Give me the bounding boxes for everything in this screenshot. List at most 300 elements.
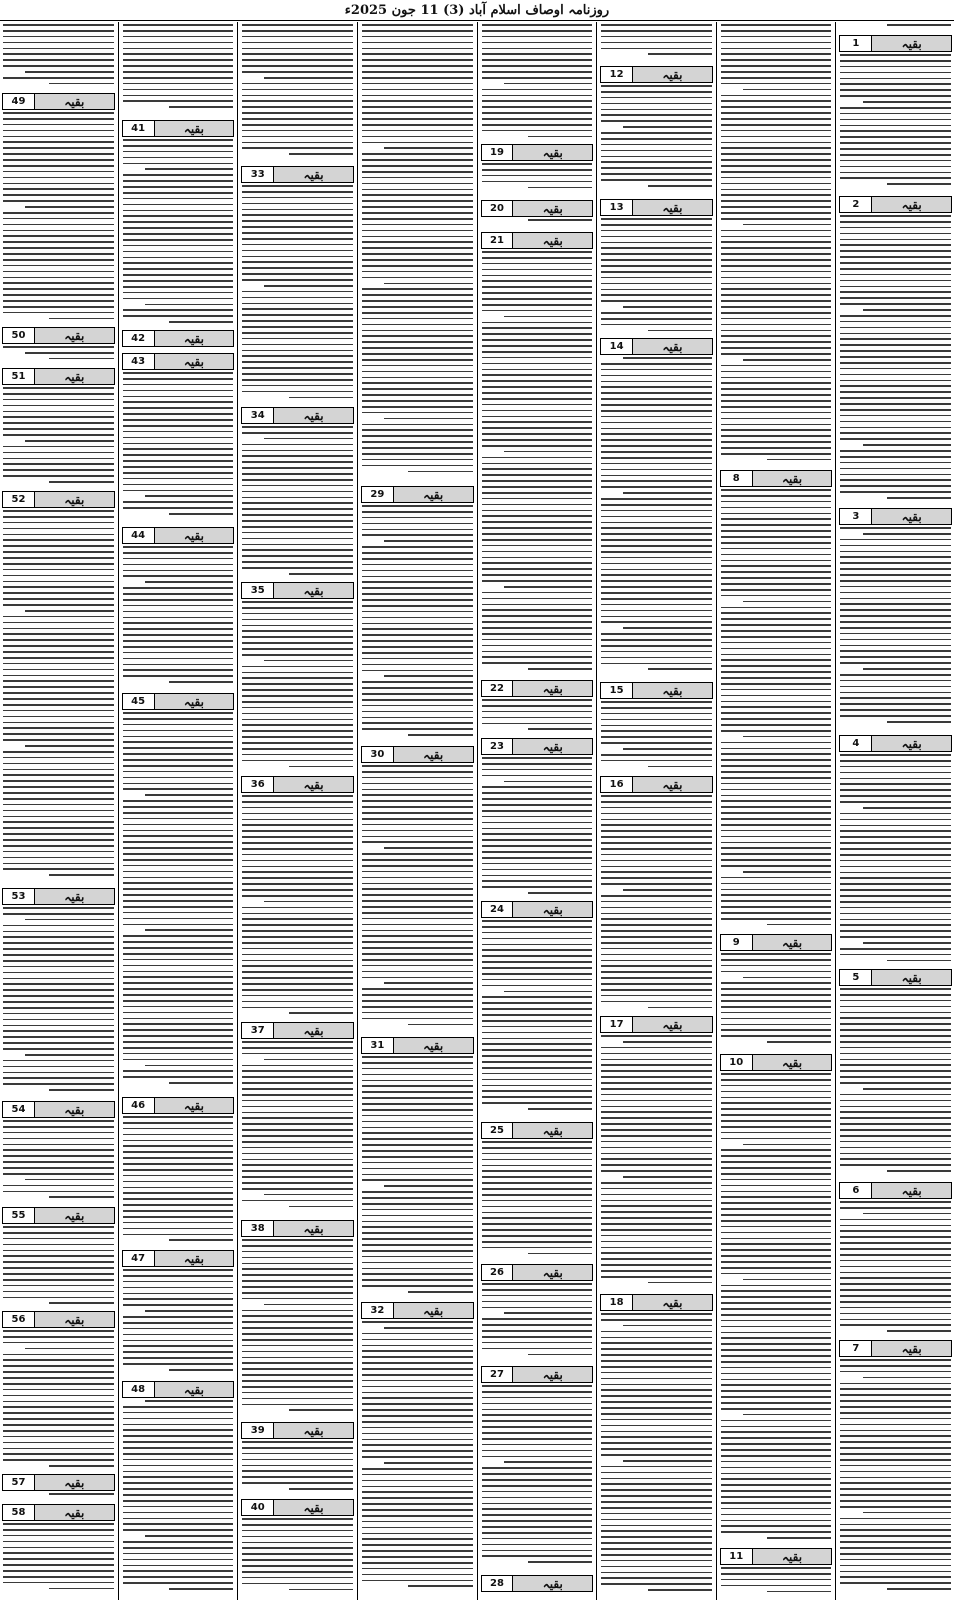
continuation-label: بقیہ xyxy=(274,1500,353,1515)
text-line xyxy=(123,1222,234,1224)
text-line xyxy=(482,1194,593,1196)
text-line xyxy=(648,668,712,670)
text-line xyxy=(840,60,951,62)
text-line xyxy=(242,326,353,328)
text-line xyxy=(721,377,832,379)
text-line xyxy=(123,965,234,967)
text-line xyxy=(3,1001,114,1003)
text-line xyxy=(482,798,593,800)
text-line xyxy=(721,1079,832,1081)
text-line xyxy=(242,719,353,721)
text-line xyxy=(482,533,593,535)
text-line xyxy=(123,587,234,589)
text-line xyxy=(242,83,353,85)
text-line xyxy=(3,942,114,944)
text-line xyxy=(721,683,832,685)
text-line xyxy=(482,480,593,482)
continuation-label: بقیہ xyxy=(35,1102,114,1117)
text-line xyxy=(242,203,353,205)
text-line xyxy=(721,1173,832,1175)
text-line xyxy=(863,668,952,670)
text-line xyxy=(169,1588,233,1590)
text-line xyxy=(721,1214,832,1216)
text-line xyxy=(840,1319,951,1321)
text-line xyxy=(362,1515,473,1517)
text-line xyxy=(601,1401,712,1403)
text-line xyxy=(242,1007,353,1009)
text-line xyxy=(601,574,712,576)
text-line xyxy=(362,1550,473,1552)
text-line xyxy=(601,924,712,926)
text-line xyxy=(601,598,712,600)
text-line xyxy=(840,680,951,682)
text-line xyxy=(242,185,353,187)
text-line xyxy=(721,1296,832,1298)
text-line xyxy=(242,1524,353,1526)
text-line xyxy=(242,65,353,67)
continuation-label: بقیہ xyxy=(513,902,592,917)
text-line xyxy=(362,576,473,578)
text-line xyxy=(123,1459,234,1461)
text-line xyxy=(840,1117,951,1119)
text-line xyxy=(840,842,951,844)
text-line xyxy=(123,407,234,409)
text-line xyxy=(721,1343,832,1345)
continuation-number: 42 xyxy=(123,331,155,346)
text-line xyxy=(362,1468,473,1470)
text-line xyxy=(601,504,712,506)
text-line xyxy=(721,142,832,144)
text-line xyxy=(721,753,832,755)
continuation-box xyxy=(481,232,594,249)
text-line xyxy=(721,648,832,650)
text-line xyxy=(482,1420,593,1422)
text-line xyxy=(242,1274,353,1276)
text-line xyxy=(242,197,353,199)
continuation-number: 14 xyxy=(601,339,633,354)
text-line xyxy=(362,388,473,390)
text-line xyxy=(840,1225,951,1227)
text-line xyxy=(123,1234,234,1236)
continuation-number: 31 xyxy=(362,1038,394,1053)
text-line xyxy=(528,187,592,189)
continuation-label: بقیہ xyxy=(633,683,712,698)
text-line xyxy=(840,233,951,235)
text-line xyxy=(840,89,951,91)
text-line xyxy=(840,1412,951,1414)
continuation-box xyxy=(361,1037,474,1054)
text-line xyxy=(362,883,473,885)
text-line xyxy=(721,495,832,497)
text-line xyxy=(721,136,832,138)
continuation-box xyxy=(481,901,594,918)
text-lines xyxy=(242,1518,353,1598)
text-line xyxy=(482,1170,593,1172)
text-line xyxy=(601,1337,712,1339)
text-line xyxy=(721,1314,832,1316)
text-line xyxy=(362,30,473,32)
text-line xyxy=(123,1181,234,1183)
text-line xyxy=(123,628,234,630)
text-line xyxy=(482,592,593,594)
text-lines xyxy=(840,215,951,506)
text-line xyxy=(482,792,593,794)
text-line xyxy=(362,318,473,320)
text-line xyxy=(840,936,951,938)
text-line xyxy=(721,312,832,314)
text-line xyxy=(3,463,114,465)
continuation-label: بقیہ xyxy=(513,201,592,216)
text-line xyxy=(601,1053,712,1055)
continuation-label: بقیہ xyxy=(513,1265,592,1280)
text-line xyxy=(482,1318,593,1320)
text-line xyxy=(601,1542,712,1544)
text-line xyxy=(123,1145,234,1147)
continuation-number: 16 xyxy=(601,777,633,792)
text-line xyxy=(721,1443,832,1445)
text-line xyxy=(242,314,353,316)
text-line xyxy=(3,1226,114,1228)
text-line xyxy=(721,106,832,108)
text-line xyxy=(242,1310,353,1312)
continuation-number: 36 xyxy=(242,777,274,792)
text-line xyxy=(601,1513,712,1515)
text-line xyxy=(123,151,234,153)
text-line xyxy=(721,1520,832,1522)
text-line xyxy=(601,36,712,38)
text-line xyxy=(601,1395,712,1397)
text-line xyxy=(362,1356,473,1358)
text-line xyxy=(362,1062,473,1064)
text-line xyxy=(362,1197,473,1199)
text-line xyxy=(242,866,353,868)
text-line xyxy=(482,1229,593,1231)
text-lines xyxy=(3,1330,114,1472)
text-line xyxy=(3,845,114,847)
text-line xyxy=(601,103,712,105)
continuation-number: 29 xyxy=(362,487,394,502)
continuation-number: 23 xyxy=(482,739,514,754)
text-line xyxy=(482,504,593,506)
text-line xyxy=(767,924,831,926)
continuation-box xyxy=(2,327,115,344)
continuation-label: بقیہ xyxy=(35,1475,114,1490)
text-line xyxy=(242,308,353,310)
text-line xyxy=(169,106,233,108)
text-line xyxy=(601,289,712,291)
continuation-box xyxy=(720,934,833,951)
text-line xyxy=(601,651,712,653)
text-line xyxy=(242,1374,353,1376)
text-line xyxy=(601,1223,712,1225)
text-line xyxy=(145,1535,234,1537)
text-line xyxy=(482,175,593,177)
text-line xyxy=(528,219,592,221)
text-line xyxy=(721,607,832,609)
text-line xyxy=(242,1047,353,1049)
continuation-label: بقیہ xyxy=(274,1221,353,1236)
text-line xyxy=(362,306,473,308)
text-line xyxy=(242,871,353,873)
text-line xyxy=(3,581,114,583)
text-line xyxy=(601,1554,712,1556)
text-line xyxy=(25,1348,114,1350)
text-line xyxy=(123,180,234,182)
continuation-number: 15 xyxy=(601,683,633,698)
text-line xyxy=(123,1465,234,1467)
text-line xyxy=(840,321,951,323)
text-line xyxy=(482,463,593,465)
text-line xyxy=(3,757,114,759)
text-line xyxy=(384,675,473,677)
text-line xyxy=(840,403,951,405)
text-line xyxy=(123,1553,234,1555)
text-line xyxy=(3,1060,114,1062)
text-line xyxy=(123,1512,234,1514)
continuation-label: بقیہ xyxy=(274,408,353,423)
text-line xyxy=(25,71,114,73)
text-line xyxy=(840,662,951,664)
text-line xyxy=(362,818,473,820)
text-line xyxy=(123,835,234,837)
text-line xyxy=(721,918,832,920)
text-line xyxy=(242,1476,353,1478)
text-line xyxy=(362,1285,473,1287)
text-line xyxy=(3,259,114,261)
text-line xyxy=(3,416,114,418)
text-line xyxy=(840,1406,951,1408)
text-line xyxy=(743,1414,832,1416)
text-line xyxy=(242,1470,353,1472)
text-line xyxy=(362,1109,473,1111)
text-line xyxy=(362,435,473,437)
text-line xyxy=(242,989,353,991)
text-line xyxy=(362,1421,473,1423)
text-line xyxy=(840,95,951,97)
text-lines xyxy=(721,953,832,1052)
text-line xyxy=(242,895,353,897)
text-line xyxy=(242,948,353,950)
text-line xyxy=(721,1273,832,1275)
text-line xyxy=(3,528,114,530)
text-line xyxy=(721,253,832,255)
text-line xyxy=(362,365,473,367)
text-line xyxy=(242,36,353,38)
text-line xyxy=(721,818,832,820)
text-line xyxy=(601,404,712,406)
text-line xyxy=(123,888,234,890)
text-lines xyxy=(3,1493,114,1502)
text-line xyxy=(362,153,473,155)
text-line xyxy=(840,221,951,223)
text-line xyxy=(3,434,114,436)
text-line xyxy=(721,412,832,414)
text-line xyxy=(504,781,593,783)
text-line xyxy=(482,333,593,335)
text-line xyxy=(123,1418,234,1420)
text-line xyxy=(482,1061,593,1063)
continuation-label: بقیہ xyxy=(513,681,592,696)
text-line xyxy=(3,130,114,132)
text-line xyxy=(840,1158,951,1160)
text-line xyxy=(721,1408,832,1410)
text-line xyxy=(601,156,712,158)
text-line xyxy=(721,435,832,437)
text-line xyxy=(123,1582,234,1584)
text-line xyxy=(123,1228,234,1230)
text-line xyxy=(362,1097,473,1099)
text-line xyxy=(123,1322,234,1324)
text-line xyxy=(3,1279,114,1281)
text-line xyxy=(3,422,114,424)
text-line xyxy=(362,894,473,896)
text-line xyxy=(601,386,712,388)
text-line xyxy=(482,816,593,818)
text-line xyxy=(362,341,473,343)
text-line xyxy=(242,942,353,944)
continuation-label: بقیہ xyxy=(753,1055,832,1070)
text-line xyxy=(362,670,473,672)
text-line xyxy=(840,1471,951,1473)
text-line xyxy=(601,918,712,920)
continuation-box xyxy=(2,1207,115,1224)
text-line xyxy=(384,1462,473,1464)
continuation-number: 4 xyxy=(840,736,872,751)
text-line xyxy=(721,630,832,632)
text-line xyxy=(482,705,593,707)
text-line xyxy=(863,444,952,446)
text-line xyxy=(482,42,593,44)
text-line xyxy=(840,1111,951,1113)
text-line xyxy=(840,1453,951,1455)
continuation-label: بقیہ xyxy=(155,1251,234,1266)
text-line xyxy=(721,689,832,691)
text-line xyxy=(362,48,473,50)
text-line xyxy=(840,262,951,264)
text-line xyxy=(242,256,353,258)
text-line xyxy=(840,627,951,629)
continuation-label: بقیہ xyxy=(872,970,951,985)
text-line xyxy=(3,669,114,671)
text-line xyxy=(362,1433,473,1435)
text-lines xyxy=(242,1041,353,1218)
text-line xyxy=(840,697,951,699)
text-line xyxy=(3,235,114,237)
news-column-7 xyxy=(120,22,237,1600)
text-line xyxy=(362,1226,473,1228)
text-line xyxy=(3,247,114,249)
text-line xyxy=(482,1301,593,1303)
text-line xyxy=(623,1041,712,1043)
text-line xyxy=(840,924,951,926)
text-lines xyxy=(721,1567,832,1598)
text-line xyxy=(840,1441,951,1443)
text-line xyxy=(721,1484,832,1486)
text-line xyxy=(362,1450,473,1452)
text-line xyxy=(721,406,832,408)
text-line xyxy=(3,1185,114,1187)
text-line xyxy=(3,1025,114,1027)
text-line xyxy=(601,1536,712,1538)
continuation-number: 27 xyxy=(482,1367,514,1382)
text-line xyxy=(601,439,712,441)
text-lines xyxy=(482,251,593,678)
text-line xyxy=(242,467,353,469)
text-line xyxy=(123,1122,234,1124)
text-line xyxy=(721,501,832,503)
text-line xyxy=(601,114,712,116)
text-line xyxy=(289,1409,353,1411)
text-line xyxy=(362,230,473,232)
text-line xyxy=(482,1096,593,1098)
text-line xyxy=(601,819,712,821)
text-line xyxy=(362,1209,473,1211)
text-line xyxy=(721,277,832,279)
text-line xyxy=(721,171,832,173)
text-line xyxy=(3,851,114,853)
text-line xyxy=(3,545,114,547)
text-line xyxy=(362,1238,473,1240)
text-line xyxy=(3,960,114,962)
text-line xyxy=(123,59,234,61)
text-line xyxy=(601,842,712,844)
column-divider xyxy=(835,22,836,1600)
text-line xyxy=(840,274,951,276)
text-line xyxy=(362,353,473,355)
text-line xyxy=(840,1041,951,1043)
text-line xyxy=(601,1507,712,1509)
text-line xyxy=(3,428,114,430)
text-line xyxy=(721,1455,832,1457)
text-line xyxy=(123,274,234,276)
text-line xyxy=(601,639,712,641)
text-line xyxy=(242,1386,353,1388)
text-line xyxy=(123,730,234,732)
text-line xyxy=(3,1144,114,1146)
text-line xyxy=(3,411,114,413)
text-line xyxy=(362,1474,473,1476)
text-line xyxy=(362,534,473,536)
text-line xyxy=(362,53,473,55)
text-line xyxy=(3,663,114,665)
text-line xyxy=(362,1174,473,1176)
text-line xyxy=(482,181,593,183)
text-line xyxy=(721,1226,832,1228)
text-line xyxy=(601,97,712,99)
continuation-box xyxy=(600,776,713,793)
text-line xyxy=(123,396,234,398)
text-line xyxy=(482,421,593,423)
text-line xyxy=(3,141,114,143)
text-line xyxy=(242,807,353,809)
text-line xyxy=(362,83,473,85)
text-line xyxy=(242,1339,353,1341)
text-line xyxy=(528,1354,592,1356)
text-line xyxy=(123,89,234,91)
text-line xyxy=(362,771,473,773)
text-line xyxy=(601,1117,712,1119)
continuation-number: 22 xyxy=(482,681,514,696)
text-line xyxy=(840,244,951,246)
text-line xyxy=(840,1201,951,1203)
text-line xyxy=(123,198,234,200)
continuation-box xyxy=(2,888,115,905)
text-line xyxy=(242,214,353,216)
continuation-box xyxy=(241,1499,354,1516)
text-line xyxy=(887,24,951,26)
text-line xyxy=(601,312,712,314)
text-line xyxy=(242,965,353,967)
